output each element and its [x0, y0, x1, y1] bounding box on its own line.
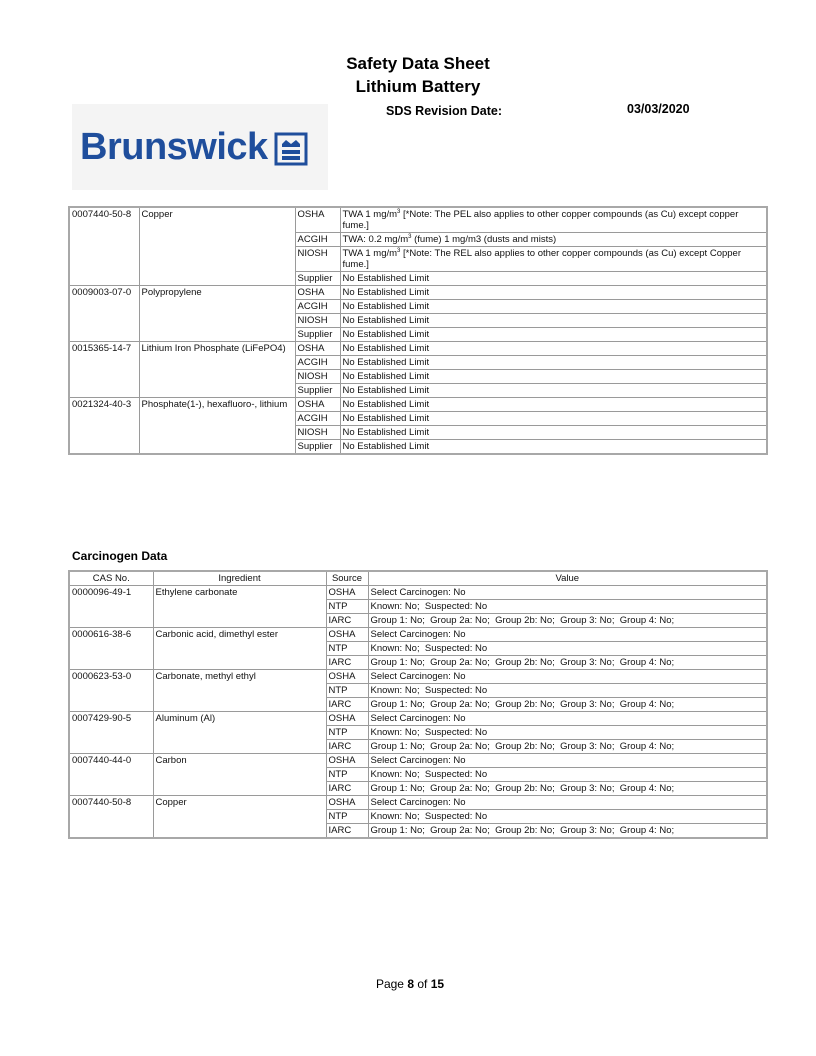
ingredient-name: Lithium Iron Phosphate (LiFePO4): [139, 342, 295, 398]
carcinogen-source: OSHA: [326, 796, 368, 810]
carcinogen-value: Select Carcinogen: No: [368, 796, 767, 810]
table-row: [69, 796, 767, 810]
carcinogen-source: IARC: [326, 698, 368, 712]
cas-number: 0007440-50-8: [69, 796, 153, 839]
limit-value-text: No Established Limit: [342, 301, 430, 312]
carcinogen-value: Known: No; Suspected: No: [368, 600, 767, 614]
carcinogen-source: IARC: [326, 614, 368, 628]
logo-wordmark: Brunswick: [80, 125, 268, 168]
table-row: [69, 398, 767, 412]
limit-value: [340, 426, 767, 440]
limit-value-text: No Established Limit: [342, 441, 430, 452]
carcinogen-value: Known: No; Suspected: No: [368, 768, 767, 782]
limit-value-text: No Established Limit: [342, 357, 430, 368]
limit-source: NIOSH: [295, 314, 340, 328]
ingredient-name: Aluminum (Al): [153, 712, 326, 754]
page-number: 8: [407, 977, 414, 991]
limit-value-text: No Established Limit: [342, 315, 430, 326]
carcinogen-value: Group 1: No; Group 2a: No; Group 2b: No; Group 3: No; Group 4: No;: [368, 698, 767, 712]
table-row: [69, 754, 767, 768]
page-footer: [0, 977, 816, 991]
cas-number: 0000096-49-1: [69, 586, 153, 628]
column-header-value: Value: [368, 571, 767, 586]
carcinogen-value: Group 1: No; Group 2a: No; Group 2b: No; Group 3: No; Group 4: No;: [368, 740, 767, 754]
limit-value: [340, 398, 767, 412]
ingredient-name: Ethylene carbonate: [153, 586, 326, 628]
carcinogen-value: Group 1: No; Group 2a: No; Group 2b: No; Group 3: No; Group 4: No;: [368, 782, 767, 796]
limit-source: OSHA: [295, 398, 340, 412]
limit-source: OSHA: [295, 286, 340, 300]
carcinogen-value: Known: No; Suspected: No: [368, 726, 767, 740]
revision-date-value: 03/03/2020: [627, 102, 690, 116]
carcinogen-section-title: Carcinogen Data: [72, 549, 168, 563]
limit-value: [340, 233, 767, 247]
ingredient-name: Phosphate(1-), hexafluoro-, lithium: [139, 398, 295, 455]
cas-number: 0015365-14-7: [69, 342, 139, 398]
limit-value-note: (fume) 1 mg/m3 (dusts and mists): [411, 234, 557, 245]
carcinogen-value: Select Carcinogen: No: [368, 712, 767, 726]
carcinogen-value: Select Carcinogen: No: [368, 754, 767, 768]
ingredient-name: Carbonic acid, dimethyl ester: [153, 628, 326, 670]
limit-source: Supplier: [295, 440, 340, 455]
ingredient-name: Copper: [153, 796, 326, 839]
crown-icon: [274, 132, 308, 166]
limit-value: [340, 342, 767, 356]
page-label: Page: [375, 977, 408, 991]
carcinogen-source: NTP: [326, 768, 368, 782]
limit-source: ACGIH: [295, 233, 340, 247]
limit-value-text: No Established Limit: [342, 399, 430, 410]
limit-value-text: TWA 1 mg/m: [342, 209, 398, 220]
table-row: [69, 207, 767, 233]
carcinogen-value: Known: No; Suspected: No: [368, 810, 767, 824]
company-logo: [72, 104, 328, 190]
limit-source: NIOSH: [295, 426, 340, 440]
cas-number: 0000623-53-0: [69, 670, 153, 712]
exposure-limits-table: [68, 206, 768, 455]
carcinogen-value: Known: No; Suspected: No: [368, 642, 767, 656]
carcinogen-value: Known: No; Suspected: No: [368, 684, 767, 698]
carcinogen-value: Select Carcinogen: No: [368, 628, 767, 642]
table-row: [69, 712, 767, 726]
limit-source: NIOSH: [295, 370, 340, 384]
table-row: [69, 670, 767, 684]
carcinogen-source: OSHA: [326, 712, 368, 726]
carcinogen-source: IARC: [326, 782, 368, 796]
cas-number: 0007440-44-0: [69, 754, 153, 796]
limit-value: [340, 356, 767, 370]
document-title: Safety Data Sheet: [346, 54, 490, 73]
document-subtitle: Lithium Battery: [355, 77, 481, 96]
carcinogen-value: Group 1: No; Group 2a: No; Group 2b: No; Group 3: No; Group 4: No;: [368, 656, 767, 670]
limit-value-note: [*Note: The PEL also applies to other copper compounds (as Cu) except copper fume.]: [342, 209, 739, 231]
table-row: [69, 342, 767, 356]
table-row: [69, 628, 767, 642]
table-row: [69, 286, 767, 300]
carcinogen-source: NTP: [326, 726, 368, 740]
carcinogen-source: IARC: [326, 740, 368, 754]
column-header-ingredient: Ingredient: [153, 571, 326, 586]
carcinogen-source: OSHA: [326, 670, 368, 684]
limit-source: ACGIH: [295, 300, 340, 314]
carcinogen-value: Select Carcinogen: No: [368, 586, 767, 600]
carcinogen-value: Select Carcinogen: No: [368, 670, 767, 684]
ingredient-name: Copper: [139, 207, 295, 286]
limit-value: [340, 328, 767, 342]
limit-value: [340, 247, 767, 272]
limit-source: OSHA: [295, 207, 340, 233]
ingredient-name: Carbonate, methyl ethyl: [153, 670, 326, 712]
carcinogen-source: OSHA: [326, 754, 368, 768]
cas-number: 0007429-90-5: [69, 712, 153, 754]
limit-value-text: No Established Limit: [342, 343, 430, 354]
limit-value-superscript: 3: [397, 208, 401, 215]
ingredient-name: Carbon: [153, 754, 326, 796]
carcinogen-source: OSHA: [326, 586, 368, 600]
carcinogen-header-row: [69, 571, 767, 586]
ingredient-name: Polypropylene: [139, 286, 295, 342]
carcinogen-source: IARC: [326, 824, 368, 839]
limit-value-text: No Established Limit: [342, 385, 430, 396]
limit-value-text: No Established Limit: [342, 413, 430, 424]
limit-source: OSHA: [295, 342, 340, 356]
carcinogen-source: OSHA: [326, 628, 368, 642]
limit-value: [340, 412, 767, 426]
column-header-source: Source: [326, 571, 368, 586]
limit-value: [340, 440, 767, 455]
limit-value-text: No Established Limit: [342, 287, 430, 298]
carcinogen-source: IARC: [326, 656, 368, 670]
limit-source: Supplier: [295, 328, 340, 342]
limit-value: [340, 300, 767, 314]
page-of-label: of: [414, 977, 431, 991]
limit-source: ACGIH: [295, 412, 340, 426]
limit-source: Supplier: [295, 272, 340, 286]
limit-value-superscript: 3: [408, 233, 412, 240]
limit-value: [340, 207, 767, 233]
carcinogen-source: NTP: [326, 642, 368, 656]
document-title-block: [0, 52, 816, 98]
limit-value-text: No Established Limit: [342, 273, 430, 284]
column-header-cas: CAS No.: [69, 571, 153, 586]
limit-value-text: TWA 1 mg/m: [342, 248, 398, 259]
cas-number: 0021324-40-3: [69, 398, 139, 455]
carcinogen-source: NTP: [326, 600, 368, 614]
limit-value: [340, 314, 767, 328]
limit-value: [340, 384, 767, 398]
carcinogen-source: NTP: [326, 684, 368, 698]
limit-value-note: [*Note: The REL also applies to other copper compounds (as Cu) except Copper fume.]: [342, 248, 741, 270]
limit-value-text: No Established Limit: [342, 371, 430, 382]
page-total: 15: [430, 977, 445, 991]
limit-value: [340, 272, 767, 286]
limit-value: [340, 370, 767, 384]
limit-value: [340, 286, 767, 300]
limit-value-text: No Established Limit: [342, 427, 430, 438]
limit-source: Supplier: [295, 384, 340, 398]
carcinogen-value: Group 1: No; Group 2a: No; Group 2b: No; Group 3: No; Group 4: No;: [368, 614, 767, 628]
carcinogen-source: NTP: [326, 810, 368, 824]
limit-source: NIOSH: [295, 247, 340, 272]
revision-date-label: SDS Revision Date:: [386, 104, 503, 118]
cas-number: 0009003-07-0: [69, 286, 139, 342]
cas-number: 0007440-50-8: [69, 207, 139, 286]
carcinogen-table: [68, 570, 768, 839]
carcinogen-value: Group 1: No; Group 2a: No; Group 2b: No; Group 3: No; Group 4: No;: [368, 824, 767, 839]
table-row: [69, 586, 767, 600]
limit-value-text: TWA: 0.2 mg/m: [342, 234, 409, 245]
limit-value-text: No Established Limit: [342, 329, 430, 340]
limit-source: ACGIH: [295, 356, 340, 370]
limit-value-superscript: 3: [397, 247, 401, 254]
cas-number: 0000616-38-6: [69, 628, 153, 670]
